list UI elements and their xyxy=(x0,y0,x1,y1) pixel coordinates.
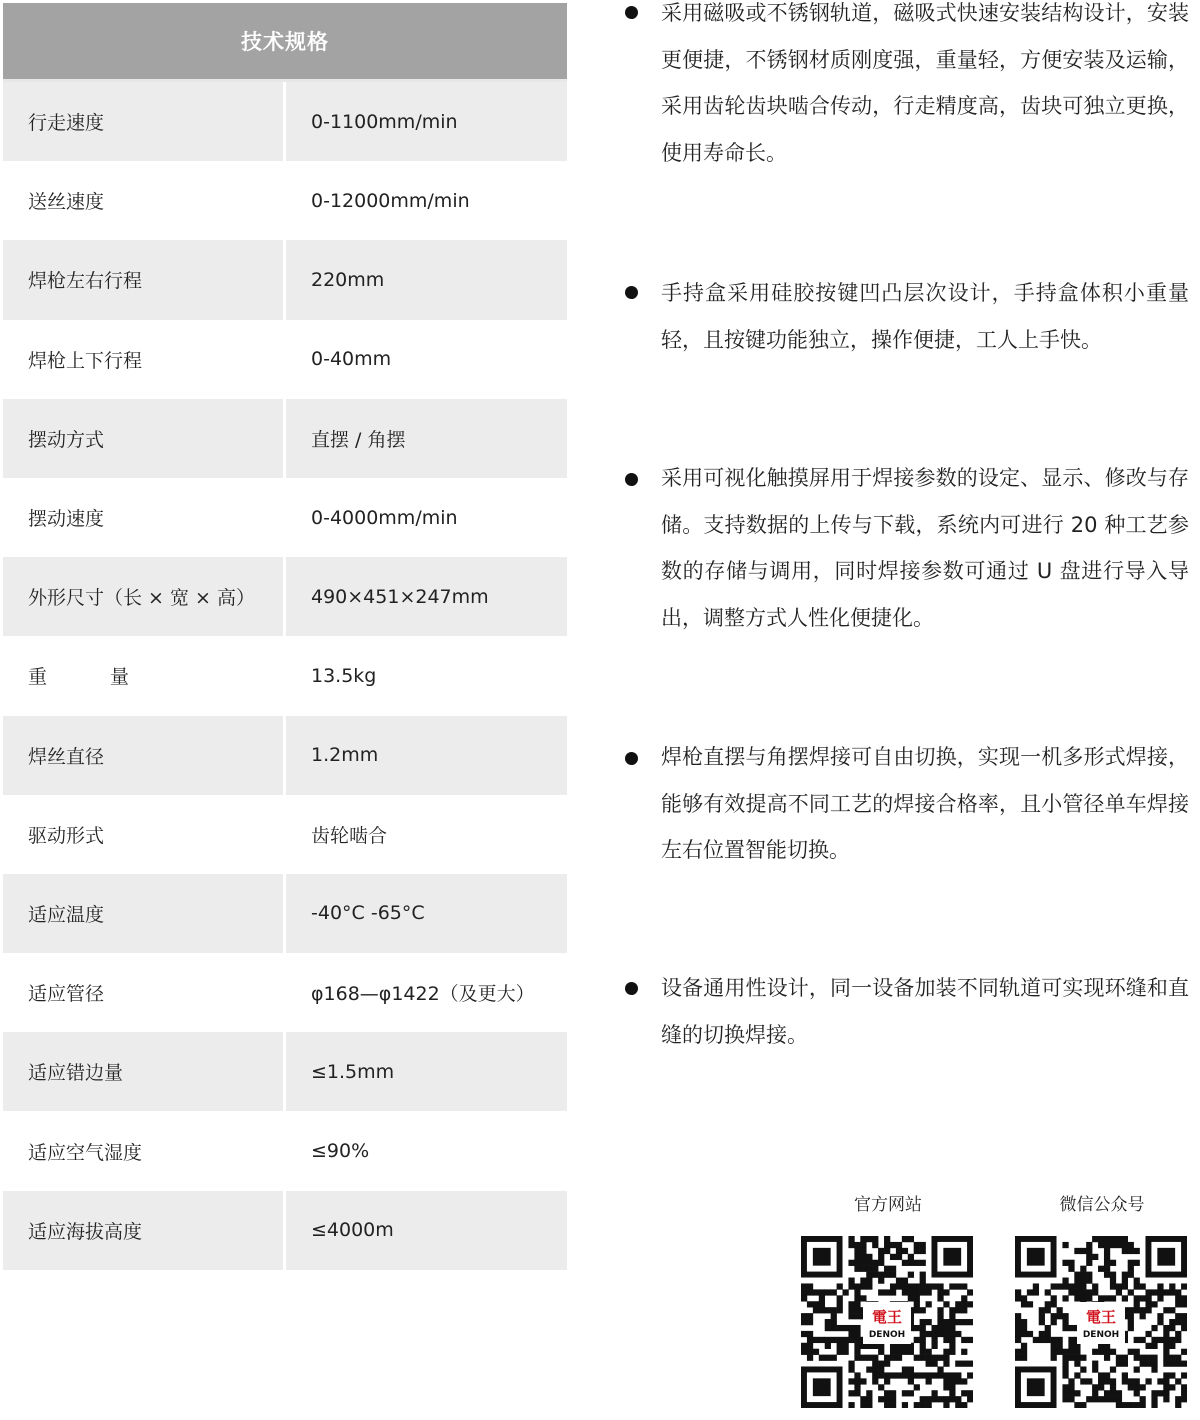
spec-label: 送丝速度 xyxy=(28,191,105,214)
spec-label: 适应空气湿度 xyxy=(28,1141,143,1164)
spec-label: 外形尺寸（长 × 宽 × 高） xyxy=(3,557,286,636)
spec-value: 齿轮啮合 xyxy=(311,824,388,847)
spec-label: 驱动形式 xyxy=(28,824,105,847)
feature-text: 焊枪直摆与角摆焊接可自由切换，实现一机多形式焊接，能够有效提高不同工艺的焊接合格率，且小管径单车焊接左右位置智能切换。 xyxy=(661,745,1189,862)
feature-text: 手持盒采用硅胶按键凹凸层次设计，手持盒体积小重量轻，且按键功能独立，操作便捷，工人上手快。 xyxy=(661,281,1189,352)
table-row xyxy=(3,1111,567,1190)
spec-table xyxy=(3,3,567,1270)
spec-value: 1.2mm xyxy=(286,716,567,795)
table-row xyxy=(3,399,567,478)
spec-value: 13.5kg xyxy=(311,664,377,687)
logo-text: 電王 xyxy=(1085,1308,1117,1326)
spec-label: 行走速度 xyxy=(3,82,286,161)
qr-label: 微信公众号 xyxy=(1059,1195,1145,1215)
qr-label: 官方网站 xyxy=(854,1195,922,1215)
qr-code-icon xyxy=(1015,1236,1187,1408)
bullet-dot-icon xyxy=(625,286,638,299)
table-row xyxy=(3,1032,567,1111)
table-row xyxy=(3,161,567,240)
spec-label: 摆动方式 xyxy=(3,399,286,478)
qr-code-icon xyxy=(801,1236,973,1408)
logo-subtext: DENOH xyxy=(1082,1330,1120,1340)
qr-wechat-account xyxy=(1015,1192,1189,1408)
spec-value: -40°C -65°C xyxy=(286,874,567,953)
spec-label: 摆动速度 xyxy=(28,508,105,531)
spec-label: 适应错边量 xyxy=(3,1032,286,1111)
table-row xyxy=(3,240,567,319)
spec-value: 220mm xyxy=(286,240,567,319)
feature-text: 设备通用性设计，同一设备加装不同轨道可实现环缝和直缝的切换焊接。 xyxy=(661,976,1189,1047)
spec-value: 直摆 / 角摆 xyxy=(286,399,567,478)
spec-value: 490×451×247mm xyxy=(286,557,567,636)
spec-table-body xyxy=(3,82,567,1270)
table-row xyxy=(3,636,567,715)
spec-table-header: 技术规格 xyxy=(3,3,567,82)
spec-value: ≤4000m xyxy=(286,1191,567,1270)
table-row xyxy=(3,795,567,874)
spec-value: 0-1100mm/min xyxy=(286,82,567,161)
table-row xyxy=(3,874,567,953)
table-row xyxy=(3,1191,567,1270)
bullet-dot-icon xyxy=(625,473,638,486)
spec-label: 适应温度 xyxy=(3,874,286,953)
table-row xyxy=(3,716,567,795)
spec-value: ≤90% xyxy=(311,1140,370,1163)
logo-text: 電王 xyxy=(871,1308,903,1326)
table-row xyxy=(3,478,567,557)
table-row xyxy=(3,953,567,1032)
logo-subtext: DENOH xyxy=(868,1330,906,1340)
table-row xyxy=(3,320,567,399)
spec-label: 焊枪左右行程 xyxy=(3,240,286,319)
spec-value: 0-12000mm/min xyxy=(311,189,470,212)
spec-label: 适应海拔高度 xyxy=(3,1191,286,1270)
bullet-dot-icon xyxy=(625,752,638,765)
spec-label: 适应管径 xyxy=(28,983,105,1006)
spec-label: 焊丝直径 xyxy=(3,716,286,795)
bullet-dot-icon xyxy=(625,982,638,995)
spec-label: 重 量 xyxy=(28,666,152,689)
spec-value: 0-4000mm/min xyxy=(311,506,458,529)
spec-label: 焊枪上下行程 xyxy=(28,349,143,372)
bullet-dot-icon xyxy=(625,6,638,19)
qr-official-website xyxy=(801,1192,975,1408)
table-row xyxy=(3,82,567,161)
feature-text: 采用可视化触摸屏用于焊接参数的设定、显示、修改与存储。支持数据的上传与下载，系统内可进行 20 种工艺参数的存储与调用，同时焊接参数可通过 U 盘进行导入导出，调整方式人性化便捷化。 xyxy=(661,466,1189,630)
spec-value: 0-40mm xyxy=(311,348,392,371)
feature-text: 采用磁吸或不锈钢轨道，磁吸式快速安装结构设计，安装更便捷，不锈钢材质刚度强，重量轻，方便安装及运输，采用齿轮齿块啮合传动，行走精度高，齿块可独立更换，使用寿命长。 xyxy=(661,1,1189,165)
spec-value: ≤1.5mm xyxy=(286,1032,567,1111)
spec-value: φ168—φ1422（及更大） xyxy=(311,983,535,1006)
table-row xyxy=(3,557,567,636)
